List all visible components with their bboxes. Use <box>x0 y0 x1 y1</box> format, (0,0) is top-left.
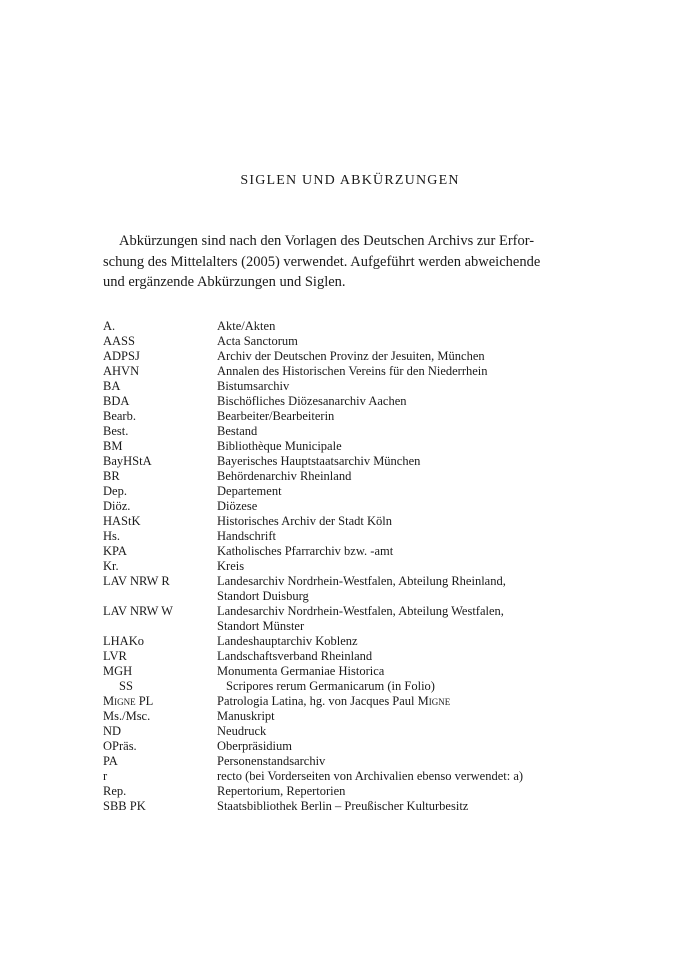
abbreviation-meaning: Diözese <box>217 499 258 513</box>
abbreviation-meaning: Bayerisches Hauptstaatsarchiv München <box>217 454 421 468</box>
abbreviation: Dep. <box>103 484 127 498</box>
page-title: SIGLEN UND ABKÜRZUNGEN <box>240 173 460 188</box>
abbreviation: AASS <box>103 334 135 348</box>
list-item <box>103 379 623 394</box>
abbreviation-meaning <box>217 604 623 634</box>
meaning-continuation: Standort Duisburg <box>217 589 309 603</box>
list-item <box>103 484 623 499</box>
abbreviation: Kr. <box>103 559 119 573</box>
list-item-sub <box>103 679 623 694</box>
abbreviation-meaning: Departement <box>217 484 282 498</box>
abbreviation-meaning: Annalen des Historischen Vereins für den Niederrhein <box>217 364 488 378</box>
abbreviation: BR <box>103 469 120 483</box>
abbreviation-meaning: Kreis <box>217 559 245 573</box>
abbreviation-meaning: Personenstandsarchiv <box>217 754 326 768</box>
list-item <box>103 634 623 649</box>
abbreviation-meaning: Bibliothèque Municipale <box>217 439 342 453</box>
meaning-line: Landesarchiv Nordrhein-Westfalen, Abteilung Westfalen, <box>217 604 504 618</box>
meaning-line: Patrologia Latina, hg. von Jacques Paul <box>217 694 418 708</box>
list-item <box>103 754 623 769</box>
abbreviation: Best. <box>103 424 129 438</box>
abbreviation-meaning: Manuskript <box>217 709 275 723</box>
abbreviation: SS <box>119 679 133 693</box>
list-item <box>103 469 623 484</box>
abbreviation: Diöz. <box>103 499 131 513</box>
abbreviation: Hs. <box>103 529 121 543</box>
abbreviation: Rep. <box>103 784 127 798</box>
list-item <box>103 574 623 604</box>
abbreviation-meaning: Repertorium, Repertorien <box>217 784 346 798</box>
list-item <box>103 769 623 784</box>
abbreviation-meaning: Bearbeiter/Bearbeiterin <box>217 409 335 423</box>
abbreviation: BM <box>103 439 123 453</box>
abbreviation: MGH <box>103 664 133 678</box>
abbreviation-meaning: Historisches Archiv der Stadt Köln <box>217 514 392 528</box>
list-item <box>103 559 623 574</box>
intro-paragraph <box>103 231 547 293</box>
abbreviation: BayHStA <box>103 454 152 468</box>
abbreviation-meaning: Oberpräsidium <box>217 739 292 753</box>
list-item <box>103 364 623 379</box>
meaning-line: Scripores rerum Germanicarum (in Folio) <box>226 679 435 693</box>
intro-line: schung des Mittelalters (2005) verwendet. Aufgeführt werden abweichende <box>103 253 541 270</box>
abbreviation-meaning <box>217 679 623 694</box>
abbreviation-meaning: Akte/Akten <box>217 319 276 333</box>
abbreviation: KPA <box>103 544 127 558</box>
list-item <box>103 784 623 799</box>
abbreviation: ND <box>103 724 122 738</box>
abbreviation-meaning: Bistumsarchiv <box>217 379 290 393</box>
list-item <box>103 724 623 739</box>
abbreviation: SBB PK <box>103 799 146 813</box>
abbreviation-meaning: Bischöfliches Diözesanarchiv Aachen <box>217 394 407 408</box>
abbreviation-meaning: Bestand <box>217 424 258 438</box>
abbreviation: LAV NRW W <box>103 604 173 618</box>
abbreviation-meaning <box>217 694 623 709</box>
abbreviation: Bearb. <box>103 409 136 423</box>
abbreviation-meaning: Landschaftsverband Rheinland <box>217 649 373 663</box>
abbreviation: BA <box>103 379 121 393</box>
list-item <box>103 334 623 349</box>
abbreviation: PA <box>103 754 118 768</box>
list-item <box>103 799 623 814</box>
abbreviation-meaning: Katholisches Pfarrarchiv bzw. -amt <box>217 544 394 558</box>
abbreviation: ADPSJ <box>103 349 140 363</box>
list-item <box>103 709 623 724</box>
abbreviation-meaning: Behördenarchiv Rheinland <box>217 469 352 483</box>
intro-line: und ergänzende Abkürzungen und Siglen. <box>103 274 346 290</box>
list-item <box>103 739 623 754</box>
abbreviation: Migne PL <box>103 694 154 708</box>
list-item <box>103 424 623 439</box>
abbreviation-meaning: Acta Sanctorum <box>217 334 298 348</box>
abbreviation-list <box>103 319 623 814</box>
author-name: Migne <box>417 694 451 708</box>
abbreviation-meaning: Handschrift <box>217 529 277 543</box>
list-item <box>103 499 623 514</box>
list-item <box>103 409 623 424</box>
list-item <box>103 439 623 454</box>
list-item <box>103 544 623 559</box>
list-item <box>103 694 623 709</box>
list-item <box>103 604 623 634</box>
list-item <box>103 664 623 679</box>
abbreviation-meaning <box>217 574 623 604</box>
list-item <box>103 319 623 334</box>
abbreviation-meaning: Staatsbibliothek Berlin – Preußischer Kulturbesitz <box>217 799 469 813</box>
abbreviation: OPräs. <box>103 739 137 753</box>
abbreviation: A. <box>103 319 116 333</box>
list-item <box>103 394 623 409</box>
list-item <box>103 454 623 469</box>
abbreviation: BDA <box>103 394 130 408</box>
intro-line: Abkürzungen sind nach den Vorlagen des Deutschen Archivs zur Erfor- <box>119 233 535 249</box>
abbreviation: r <box>103 769 108 783</box>
meaning-line: Landesarchiv Nordrhein-Westfalen, Abteilung Rheinland, <box>217 574 506 588</box>
list-item <box>103 514 623 529</box>
abbreviation-meaning: Archiv der Deutschen Provinz der Jesuiten, München <box>217 349 485 363</box>
abbreviation: LVR <box>103 649 127 663</box>
abbreviation: LHAKo <box>103 634 144 648</box>
abbreviation-meaning: Neudruck <box>217 724 267 738</box>
abbreviation-meaning: Monumenta Germaniae Historica <box>217 664 385 678</box>
list-item <box>103 529 623 544</box>
abbreviation: LAV NRW R <box>103 574 170 588</box>
abbreviation: HAStK <box>103 514 141 528</box>
abbreviation: AHVN <box>103 364 140 378</box>
abbreviation-meaning: Landeshauptarchiv Koblenz <box>217 634 358 648</box>
abbreviation-meaning: recto (bei Vorderseiten von Archivalien ebenso verwendet: a) <box>217 769 524 783</box>
abbreviation: Ms./Msc. <box>103 709 151 723</box>
meaning-continuation: Standort Münster <box>217 619 305 633</box>
list-item <box>103 349 623 364</box>
list-item <box>103 649 623 664</box>
